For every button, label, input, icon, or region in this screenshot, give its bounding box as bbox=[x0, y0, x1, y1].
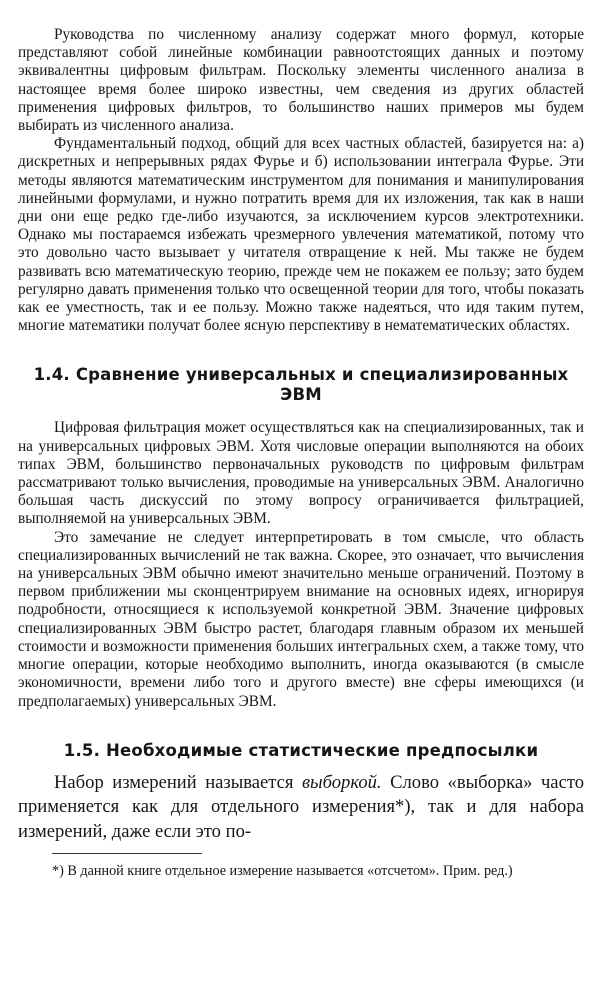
section-1-4-paragraph-1: Цифровая фильтрация может осуществляться как на специализированных, так и на универсальных цифровых ЭВМ. Хотя числовые операции выполняются на обоих типах ЭВМ, большинство первоначальных руководств по цифровым фильтрам рассматривают только вычисления, проводимые на универсальных ЭВМ. Аналогично большая часть дискуссий по этому вопросу ограничивается фильтрацией, выполняемой на универсальных ЭВМ. bbox=[18, 419, 584, 528]
intro-paragraph-2: Фундаментальный подход, общий для всех частных областей, базируется на: а) дискретных и непрерывных рядах Фурье и б) использовании интеграла Фурье. Эти методы являются математическим инструментом для понимания и манипулирования линейными формулами, и нужно потратить время для их изложения, так как в наши дни они еще редко где-либо изучаются, за исключением курсов электротехники. Однако мы постараемся избежать чрезмерного увлечения математикой, потому что это довольно часто вызывает у читателя отвращение к ней. Мы также не будем развивать всю математическую теорию, прежде чем не покажем ее пользу; зато будем регулярно давать применения только что освещенной теории для того, чтобы показать как ее уместность, так и ее пользу. Можно также надеяться, что идя таким путем, многие математики получат более ясную перспективу в нематематических областях. bbox=[18, 135, 584, 335]
section-1-4-paragraph-2: Это замечание не следует интерпретировать в том смысле, что область специализированных вычислений не так важна. Скорее, это означает, что вычисления на универсальных ЭВМ обычно имеют значительно меньше ограничений. Поэтому в первом приближении мы сконцентрируем внимание на основных идеях, игнорируя подробности, относящиеся к используемой конкретной ЭВМ. Значение цифровых специализированных ЭВМ быстро растет, благодаря главным образом их меньшей стоимости и возможности применения больших интегральных схем, а также тому, что многие операции, которые необходимо выполнить, иногда оказываются (в смысле экономичности, времени либо того и другого вместе) вне сферы имеющихся (и предполагаемых) универсальных ЭВМ. bbox=[18, 528, 584, 710]
section-1-5-heading: 1.5. Необходимые статистические предпосылки bbox=[63, 740, 539, 760]
footnote-separator bbox=[52, 853, 202, 854]
italic-term-sample: выборкой. bbox=[301, 771, 382, 793]
book-page bbox=[18, 26, 584, 881]
section-1-4-heading: 1.4. Сравнение универсальных и специализированных ЭВМ bbox=[33, 365, 569, 405]
intro-paragraph-1: Руководства по численному анализу содержат много формул, которые представляют собой линейные комбинации равноотстоящих данных и поэтому эквивалентны цифровым фильтрам. Поскольку элементы численного анализа в настоящее время более широко известны, чем сведения из других областей применения цифровых фильтров, то большинство наших примеров мы будем выбирать из численного анализа. bbox=[18, 26, 584, 135]
section-1-5-paragraph bbox=[18, 771, 584, 845]
paragraph-text-start: Набор измерений называется bbox=[54, 771, 302, 793]
paragraph-text-end: Слово «выборка» часто применяется как для отдельного измерения*), так и для набора измерений, даже если это по- bbox=[18, 771, 584, 842]
footnote: *) В данной книге отдельное измерение называется «отсчетом». Прим. ред.) bbox=[52, 863, 513, 880]
